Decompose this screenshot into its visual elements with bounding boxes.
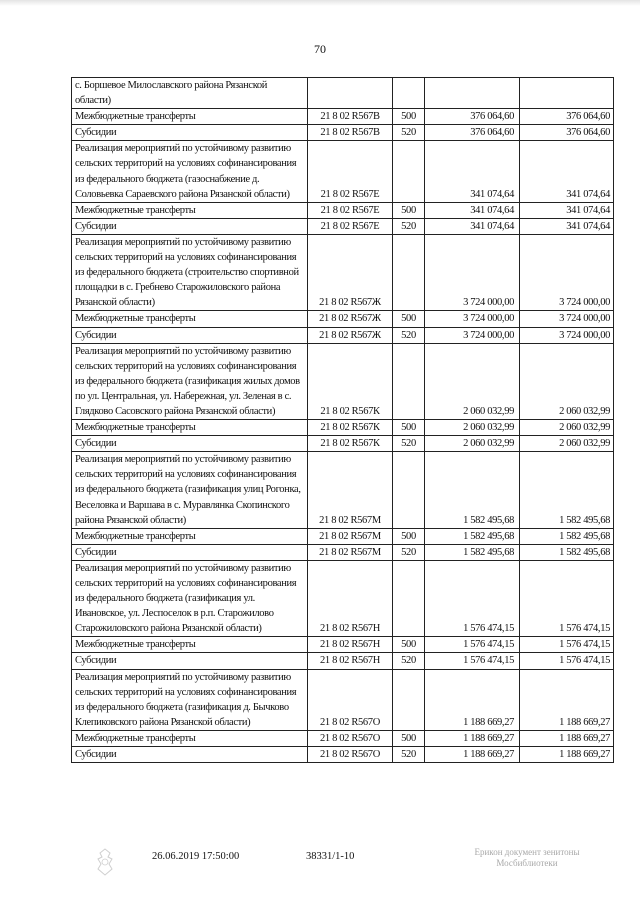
cell-expense-type: 500 [393,528,425,544]
cell-expense-type: 500 [393,730,425,746]
cell-amount-2: 3 724 000,00 [520,327,614,343]
cell-amount-2: 1 188 669,27 [520,730,614,746]
table-row [72,637,614,653]
cell-name: Субсидии [72,218,308,234]
cell-target-article: 21 8 02 R567М [308,452,393,528]
table-row [72,202,614,218]
cell-expense-type: 500 [393,109,425,125]
cell-expense-type: 520 [393,544,425,560]
cell-amount-2: 1 582 495,68 [520,528,614,544]
cell-target-article: 21 8 02 R567К [308,343,393,419]
cell-target-article: 21 8 02 R567E [308,202,393,218]
cell-amount-1: 341 074,64 [425,218,520,234]
cell-target-article: 21 8 02 R567E [308,218,393,234]
cell-expense-type: 520 [393,327,425,343]
table-row [72,218,614,234]
cell-amount-1: 341 074,64 [425,202,520,218]
cell-name: Субсидии [72,653,308,669]
table-row [72,452,614,528]
table-row [72,343,614,419]
table-row [72,78,614,109]
cell-amount-2: 2 060 032,99 [520,436,614,452]
table-row [72,528,614,544]
cell-amount-2: 1 582 495,68 [520,544,614,560]
cell-target-article: 21 8 02 R567Н [308,637,393,653]
cell-target-article: 21 8 02 R567О [308,669,393,730]
cell-amount-1: 2 060 032,99 [425,436,520,452]
cell-amount-1: 2 060 032,99 [425,343,520,419]
cell-expense-type [393,234,425,310]
table-row [72,653,614,669]
cell-amount-1: 1 188 669,27 [425,730,520,746]
table-row [72,730,614,746]
table-row [72,436,614,452]
cell-amount-1: 1 582 495,68 [425,544,520,560]
cell-name: Межбюджетные трансферты [72,311,308,327]
budget-table [71,77,614,763]
table-row [72,311,614,327]
cell-target-article: 21 8 02 R567E [308,141,393,202]
cell-target-article: 21 8 02 R567К [308,420,393,436]
cell-expense-type: 520 [393,653,425,669]
cell-amount-1: 1 582 495,68 [425,528,520,544]
cell-expense-type: 520 [393,125,425,141]
table-row [72,420,614,436]
cell-amount-1: 1 582 495,68 [425,452,520,528]
cell-amount-2: 341 074,64 [520,202,614,218]
cell-name: Субсидии [72,436,308,452]
cell-expense-type [393,78,425,109]
cell-name: с. Боршевое Милославского района Рязанской области) [72,78,308,109]
cell-amount-2: 341 074,64 [520,141,614,202]
cell-target-article: 21 8 02 R567Н [308,560,393,636]
cell-name: Субсидии [72,327,308,343]
footer-document-number: 38331/1-10 [306,851,355,862]
cell-amount-1: 1 188 669,27 [425,747,520,763]
page-footer [0,847,640,877]
cell-amount-1: 1 576 474,15 [425,637,520,653]
cell-name: Реализация мероприятий по устойчивому развитию сельских территорий на условиях софинансирования из федерального бюджета (газификация улиц Рогонка, Веселовка и Варшава в с. Муравлянка Скопинского района Рязанской области) [72,452,308,528]
cell-name: Межбюджетные трансферты [72,420,308,436]
cell-amount-2: 2 060 032,99 [520,343,614,419]
cell-expense-type [393,343,425,419]
coat-of-arms-emblem-icon [92,847,118,877]
cell-target-article: 21 8 02 R567B [308,109,393,125]
cell-amount-2: 1 576 474,15 [520,653,614,669]
cell-amount-1: 341 074,64 [425,141,520,202]
table-row [72,669,614,730]
table-row [72,234,614,310]
cell-name: Субсидии [72,544,308,560]
table-row [72,125,614,141]
cell-target-article: 21 8 02 R567О [308,747,393,763]
cell-name: Межбюджетные трансферты [72,637,308,653]
cell-amount-2: 1 576 474,15 [520,560,614,636]
table-row [72,560,614,636]
cell-name: Субсидии [72,747,308,763]
cell-expense-type: 500 [393,311,425,327]
cell-amount-2: 376 064,60 [520,109,614,125]
cell-expense-type [393,669,425,730]
table-row [72,109,614,125]
page-number: 70 [314,42,326,56]
cell-amount-2: 1 188 669,27 [520,747,614,763]
cell-amount-2: 1 576 474,15 [520,637,614,653]
footer-stamp: Ерикон документ зенитоны Мосбиблиотеки [474,847,580,868]
table-row [72,747,614,763]
cell-expense-type: 520 [393,747,425,763]
cell-amount-1: 376 064,60 [425,125,520,141]
cell-amount-1: 1 576 474,15 [425,653,520,669]
cell-target-article: 21 8 02 R567К [308,436,393,452]
cell-target-article: 21 8 02 R567Ж [308,311,393,327]
cell-expense-type: 520 [393,218,425,234]
cell-name: Субсидии [72,125,308,141]
cell-amount-1: 1 188 669,27 [425,669,520,730]
table-row [72,141,614,202]
cell-name: Реализация мероприятий по устойчивому развитию сельских территорий на условиях софинансирования из федерального бюджета (газификация д. Бычково Клепиковского района Рязанской области) [72,669,308,730]
cell-target-article: 21 8 02 R567Ж [308,327,393,343]
cell-expense-type: 500 [393,637,425,653]
table-row [72,544,614,560]
cell-amount-1 [425,78,520,109]
cell-target-article: 21 8 02 R567О [308,730,393,746]
cell-name: Межбюджетные трансферты [72,202,308,218]
cell-name: Межбюджетные трансферты [72,109,308,125]
cell-name: Реализация мероприятий по устойчивому развитию сельских территорий на условиях софинансирования из федерального бюджета (газификация жилых домов по ул. Центральная, ул. Набережная, ул. Зеленая в с. Глядково Сасовского района Рязанской области) [72,343,308,419]
cell-amount-1: 3 724 000,00 [425,327,520,343]
cell-name: Межбюджетные трансферты [72,528,308,544]
cell-amount-2: 3 724 000,00 [520,311,614,327]
cell-expense-type [393,452,425,528]
cell-target-article: 21 8 02 R567Н [308,653,393,669]
cell-amount-2: 341 074,64 [520,218,614,234]
footer-date: 26.06.2019 17:50:00 [152,851,240,862]
cell-amount-1: 376 064,60 [425,109,520,125]
cell-amount-2: 376 064,60 [520,125,614,141]
cell-name: Реализация мероприятий по устойчивому развитию сельских территорий на условиях софинансирования из федерального бюджета (газоснабжение д. Соловьевка Сараевского района Рязанской области) [72,141,308,202]
cell-amount-1: 1 576 474,15 [425,560,520,636]
cell-amount-2: 2 060 032,99 [520,420,614,436]
cell-target-article: 21 8 02 R567М [308,528,393,544]
cell-target-article: 21 8 02 R567B [308,125,393,141]
cell-expense-type: 500 [393,202,425,218]
cell-amount-1: 2 060 032,99 [425,420,520,436]
scan-edge-shadow [0,0,640,6]
cell-expense-type [393,141,425,202]
cell-target-article [308,78,393,109]
cell-name: Реализация мероприятий по устойчивому развитию сельских территорий на условиях софинансирования из федерального бюджета (строительство спортивной площадки в с. Гребнево Старожиловского района Рязанской области) [72,234,308,310]
cell-amount-2 [520,78,614,109]
cell-target-article: 21 8 02 R567Ж [308,234,393,310]
budget-table-body [72,78,614,763]
cell-name: Межбюджетные трансферты [72,730,308,746]
cell-expense-type: 520 [393,436,425,452]
table-row [72,327,614,343]
cell-amount-1: 3 724 000,00 [425,311,520,327]
cell-expense-type: 500 [393,420,425,436]
cell-amount-2: 3 724 000,00 [520,234,614,310]
cell-amount-2: 1 188 669,27 [520,669,614,730]
cell-target-article: 21 8 02 R567М [308,544,393,560]
cell-name: Реализация мероприятий по устойчивому развитию сельских территорий на условиях софинансирования из федерального бюджета (газификация ул. Ивановское, ул. Леспоселок в р.п. Старожилово Старожиловского района Рязанской области) [72,560,308,636]
cell-expense-type [393,560,425,636]
cell-amount-2: 1 582 495,68 [520,452,614,528]
cell-amount-1: 3 724 000,00 [425,234,520,310]
